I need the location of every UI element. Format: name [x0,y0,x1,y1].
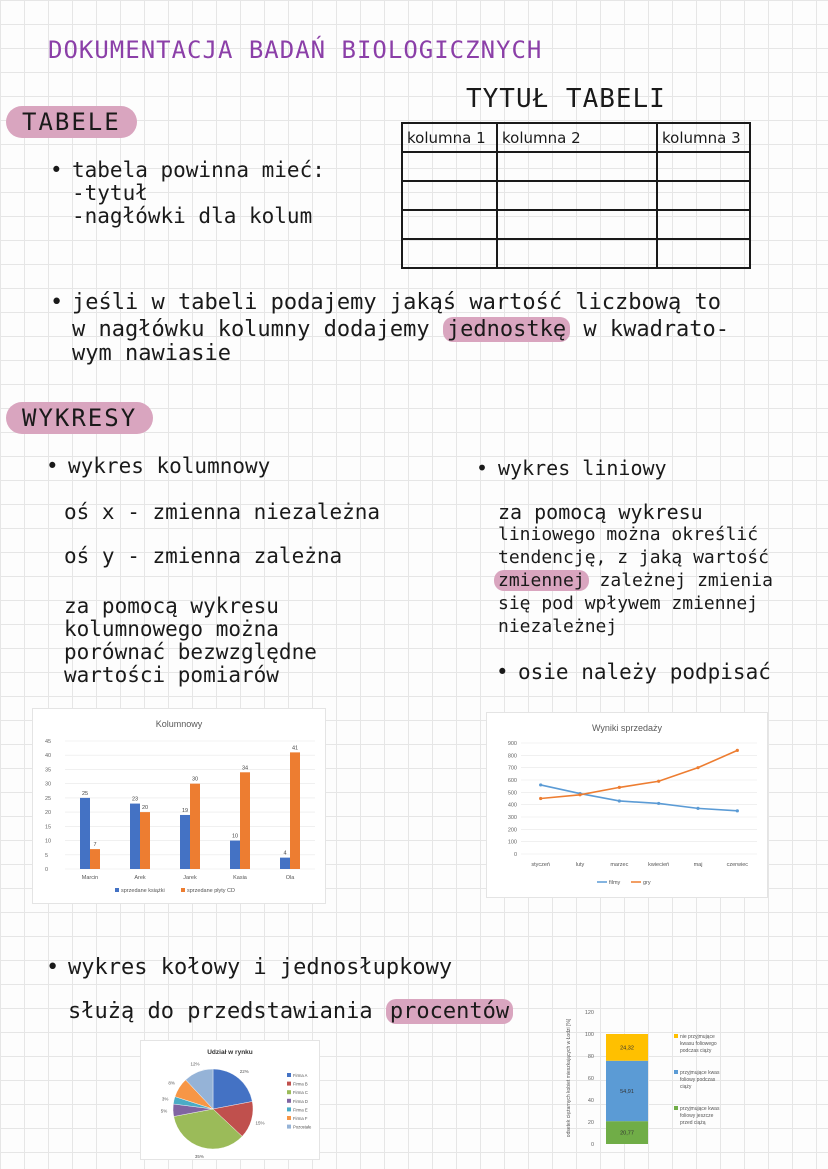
line-chart-desc-3: tendencję, z jaką wartość [498,547,769,568]
table-cell [657,152,750,181]
legend-swatch [287,1073,291,1077]
data-label: 19 [181,807,189,814]
y-tick-label: 60 [587,1076,594,1082]
legend-label: kwasu foliowego [680,1041,717,1047]
data-label: 54,91 [620,1088,634,1095]
legend-label: Firma F [293,1116,308,1121]
pie-chart-box [140,1040,320,1160]
legend-swatch [674,1106,678,1110]
data-point [736,809,739,812]
legend-swatch [674,1034,678,1038]
table-header-cell: kolumna 2 [497,123,657,152]
data-label: 10 [231,833,239,840]
legend-swatch [287,1099,291,1103]
table-row [402,239,750,268]
data-label: 20 [141,805,149,812]
legend-label: foliowy podczas [680,1077,716,1083]
sample-table [401,122,751,269]
legend-label: Firma B [293,1081,308,1087]
series-line [541,785,738,811]
data-label: 23 [131,796,139,803]
data-point [618,786,621,789]
slice-label: 12% [190,1061,200,1067]
slice-label: 22% [239,1069,249,1075]
line-chart-desc-1: za pomocą wykresu [498,500,703,524]
table-cell [657,239,750,268]
column-chart [33,709,325,903]
slice-label: 5% [160,1108,168,1114]
bar [280,858,290,869]
slice-label: 8% [168,1080,175,1086]
bar [140,812,150,869]
x-tick-label: maj [693,862,703,868]
y-tick-label: 300 [507,815,517,821]
table-cell [402,152,497,181]
line-chart-bullet: • wykres liniowy [498,456,667,480]
legend-label: sprzedane płyty CD [187,888,235,894]
pie-chart [141,1041,319,1159]
slice-label: 15% [255,1120,265,1126]
unit-note-line-1: • jeśli w tabeli podajemy jakąś wartość liczbową to [72,291,721,315]
y-tick-label: 900 [507,741,517,747]
data-point [578,793,581,796]
pie-chart-desc [68,1000,513,1024]
x-tick-label: Ola [285,875,295,881]
chart-title: Udział w rynku [207,1049,253,1056]
table-cell [402,181,497,210]
y-tick-label: 35 [45,767,52,774]
legend-label: przyjmujące kwas [680,1070,720,1076]
bar [240,772,250,869]
table-row [402,123,750,152]
legend-label: gry [643,880,651,886]
legend-swatch [287,1125,291,1129]
x-tick-label: marzec [610,862,629,868]
slice-label: 3% [161,1096,169,1102]
legend-label: filmy [609,880,621,886]
x-tick-label: Kasia [233,875,247,881]
table-row [402,152,750,181]
table-cell [497,181,657,210]
stacked-bar-chart [560,1004,738,1154]
pie-chart-bullet: • wykres kołowy i jednosłupkowy [68,956,452,980]
y-tick-label: 20 [587,1120,594,1126]
data-point [618,799,621,802]
table-cell [657,181,750,210]
bar [190,784,200,869]
column-chart-desc-3: porównać bezwzględne [64,640,317,664]
data-label: 30 [191,776,199,783]
y-tick-label: 100 [507,839,517,846]
line-chart [487,713,767,897]
table-header-cell: kolumna 3 [657,123,750,152]
x-tick-label: czerwiec [726,862,749,868]
data-label: 41 [291,745,299,752]
bar [180,815,190,869]
x-tick-label: Arek [134,875,146,881]
data-point [539,797,542,800]
legend-label: podczas ciąży [680,1048,712,1054]
pie-chart-desc-text: służą do przedstawiania [68,999,373,1024]
bar [80,798,90,869]
legend-label: Firma C [293,1090,308,1096]
column-chart-box [32,708,326,904]
column-chart-y-axis: oś y - zmienna zależna [64,544,343,568]
y-axis-label: odsetek ciężarnych kobiet mieszkających w Łodzi [%] [566,1018,572,1138]
unit-note-text-a: w nagłówku kolumny dodajemy [72,317,430,342]
table-row [402,181,750,210]
y-tick-label: 40 [45,753,52,760]
y-tick-label: 400 [507,802,517,809]
tables-requirement-title: -tytuł [72,181,148,205]
table-header-cell: kolumna 1 [402,123,497,152]
y-tick-label: 700 [507,765,517,772]
column-chart-desc-4: wartości pomiarów [64,663,279,687]
legend-swatch [674,1070,678,1074]
table-cell [657,210,750,239]
legend-swatch [287,1090,291,1094]
sample-table-title: TYTUŁ TABELI [466,84,666,114]
x-tick-label: styczeń [531,862,550,868]
bar [290,752,300,869]
legend-label: nie przyjmujące [680,1034,715,1040]
legend-swatch [287,1082,291,1086]
bar [230,841,240,869]
data-label: 25 [81,790,89,797]
column-chart-desc-2: kolumnowego można [64,617,279,641]
data-label: 24,32 [620,1045,634,1052]
column-chart-desc-1: za pomocą wykresu [64,594,279,618]
data-point [657,780,660,783]
table-row [402,210,750,239]
data-point [696,807,699,810]
line-chart-desc-6: niezależnej [498,616,618,637]
y-tick-label: 20 [45,810,52,817]
legend-label: Firma E [293,1107,308,1113]
y-tick-label: 40 [587,1098,594,1104]
y-tick-label: 0 [513,852,517,858]
pie-chart-highlight: procentów [386,999,513,1024]
y-tick-label: 600 [507,778,517,784]
legend-label: Firma A [293,1073,308,1078]
y-tick-label: 120 [584,1010,594,1016]
y-tick-label: 10 [45,838,52,845]
x-tick-label: Jarek [183,875,197,881]
bar [90,849,100,869]
page-title: DOKUMENTACJA BADAŃ BIOLOGICZNYCH [48,36,543,64]
line-chart-highlight: zmiennej [494,570,589,591]
stacked-bar-chart-box [560,1004,738,1154]
x-tick-label: kwiecień [648,862,670,868]
legend-label: przyjmujące kwas [680,1106,720,1112]
slice-label: 35% [194,1154,204,1159]
x-tick-label: luty [575,862,585,868]
y-tick-label: 0 [590,1142,594,1148]
tables-requirement-headers: -nagłówki dla kolum [72,204,313,228]
legend-swatch [287,1107,291,1111]
legend-label: ciąży [680,1084,692,1090]
line-chart-desc-2: liniowego można określić [498,524,759,545]
data-point [539,783,542,786]
y-tick-label: 80 [587,1054,594,1060]
legend-label: sprzedane książki [121,888,165,894]
bar [130,804,140,869]
y-tick-label: 100 [584,1032,594,1038]
chart-title: Wyniki sprzedaży [592,723,662,733]
table-cell [402,239,497,268]
legend-swatch [115,888,119,892]
y-tick-label: 15 [45,824,52,831]
line-chart-desc-4 [494,569,773,593]
table-cell [497,239,657,268]
line-chart-desc-5: się pod wpływem zmiennej [498,593,759,614]
legend-label: przed ciążą [680,1120,706,1126]
y-tick-label: 0 [45,867,49,873]
data-label: 7 [93,842,97,849]
column-chart-x-axis: oś x - zmienna niezależna [64,500,381,524]
legend-label: Firma D [293,1098,308,1104]
line-chart-desc-4-rest: zależnej zmienia [599,570,773,591]
section-heading-tables: TABELE [6,106,137,138]
data-point [696,766,699,769]
column-chart-bullet: • wykres kolumnowy [68,454,270,478]
legend-swatch [181,888,185,892]
unit-note-line-3: wym nawiasie [72,341,231,366]
data-label: 34 [241,765,249,772]
table-cell [497,210,657,239]
table-cell [497,152,657,181]
table-cell [402,210,497,239]
unit-note-text-b: w kwadrato- [583,317,730,342]
data-point [657,802,660,805]
unit-note-highlight: jednostkę [443,317,570,342]
y-tick-label: 200 [507,827,517,834]
line-chart-box [486,712,768,898]
data-label: 4 [283,850,287,857]
y-tick-label: 45 [45,739,52,745]
legend-label: Pozostałe [293,1124,312,1130]
y-tick-label: 25 [45,795,52,802]
legend-label: foliowy jeszcze [680,1113,714,1119]
chart-title: Kolumnowy [155,719,203,729]
y-tick-label: 800 [507,753,517,760]
section-heading-charts: WYKRESY [6,402,153,434]
y-tick-label: 500 [507,790,517,797]
legend-swatch [287,1116,291,1120]
data-label: 20,77 [620,1130,634,1137]
unit-note-line-2 [72,318,729,342]
data-point [736,749,739,752]
y-tick-label: 5 [45,852,49,859]
tables-intro: • tabela powinna mieć: [72,158,325,182]
y-tick-label: 30 [45,781,52,788]
axes-label-note: • osie należy podpisać [518,660,771,684]
x-tick-label: Marcin [81,875,99,881]
